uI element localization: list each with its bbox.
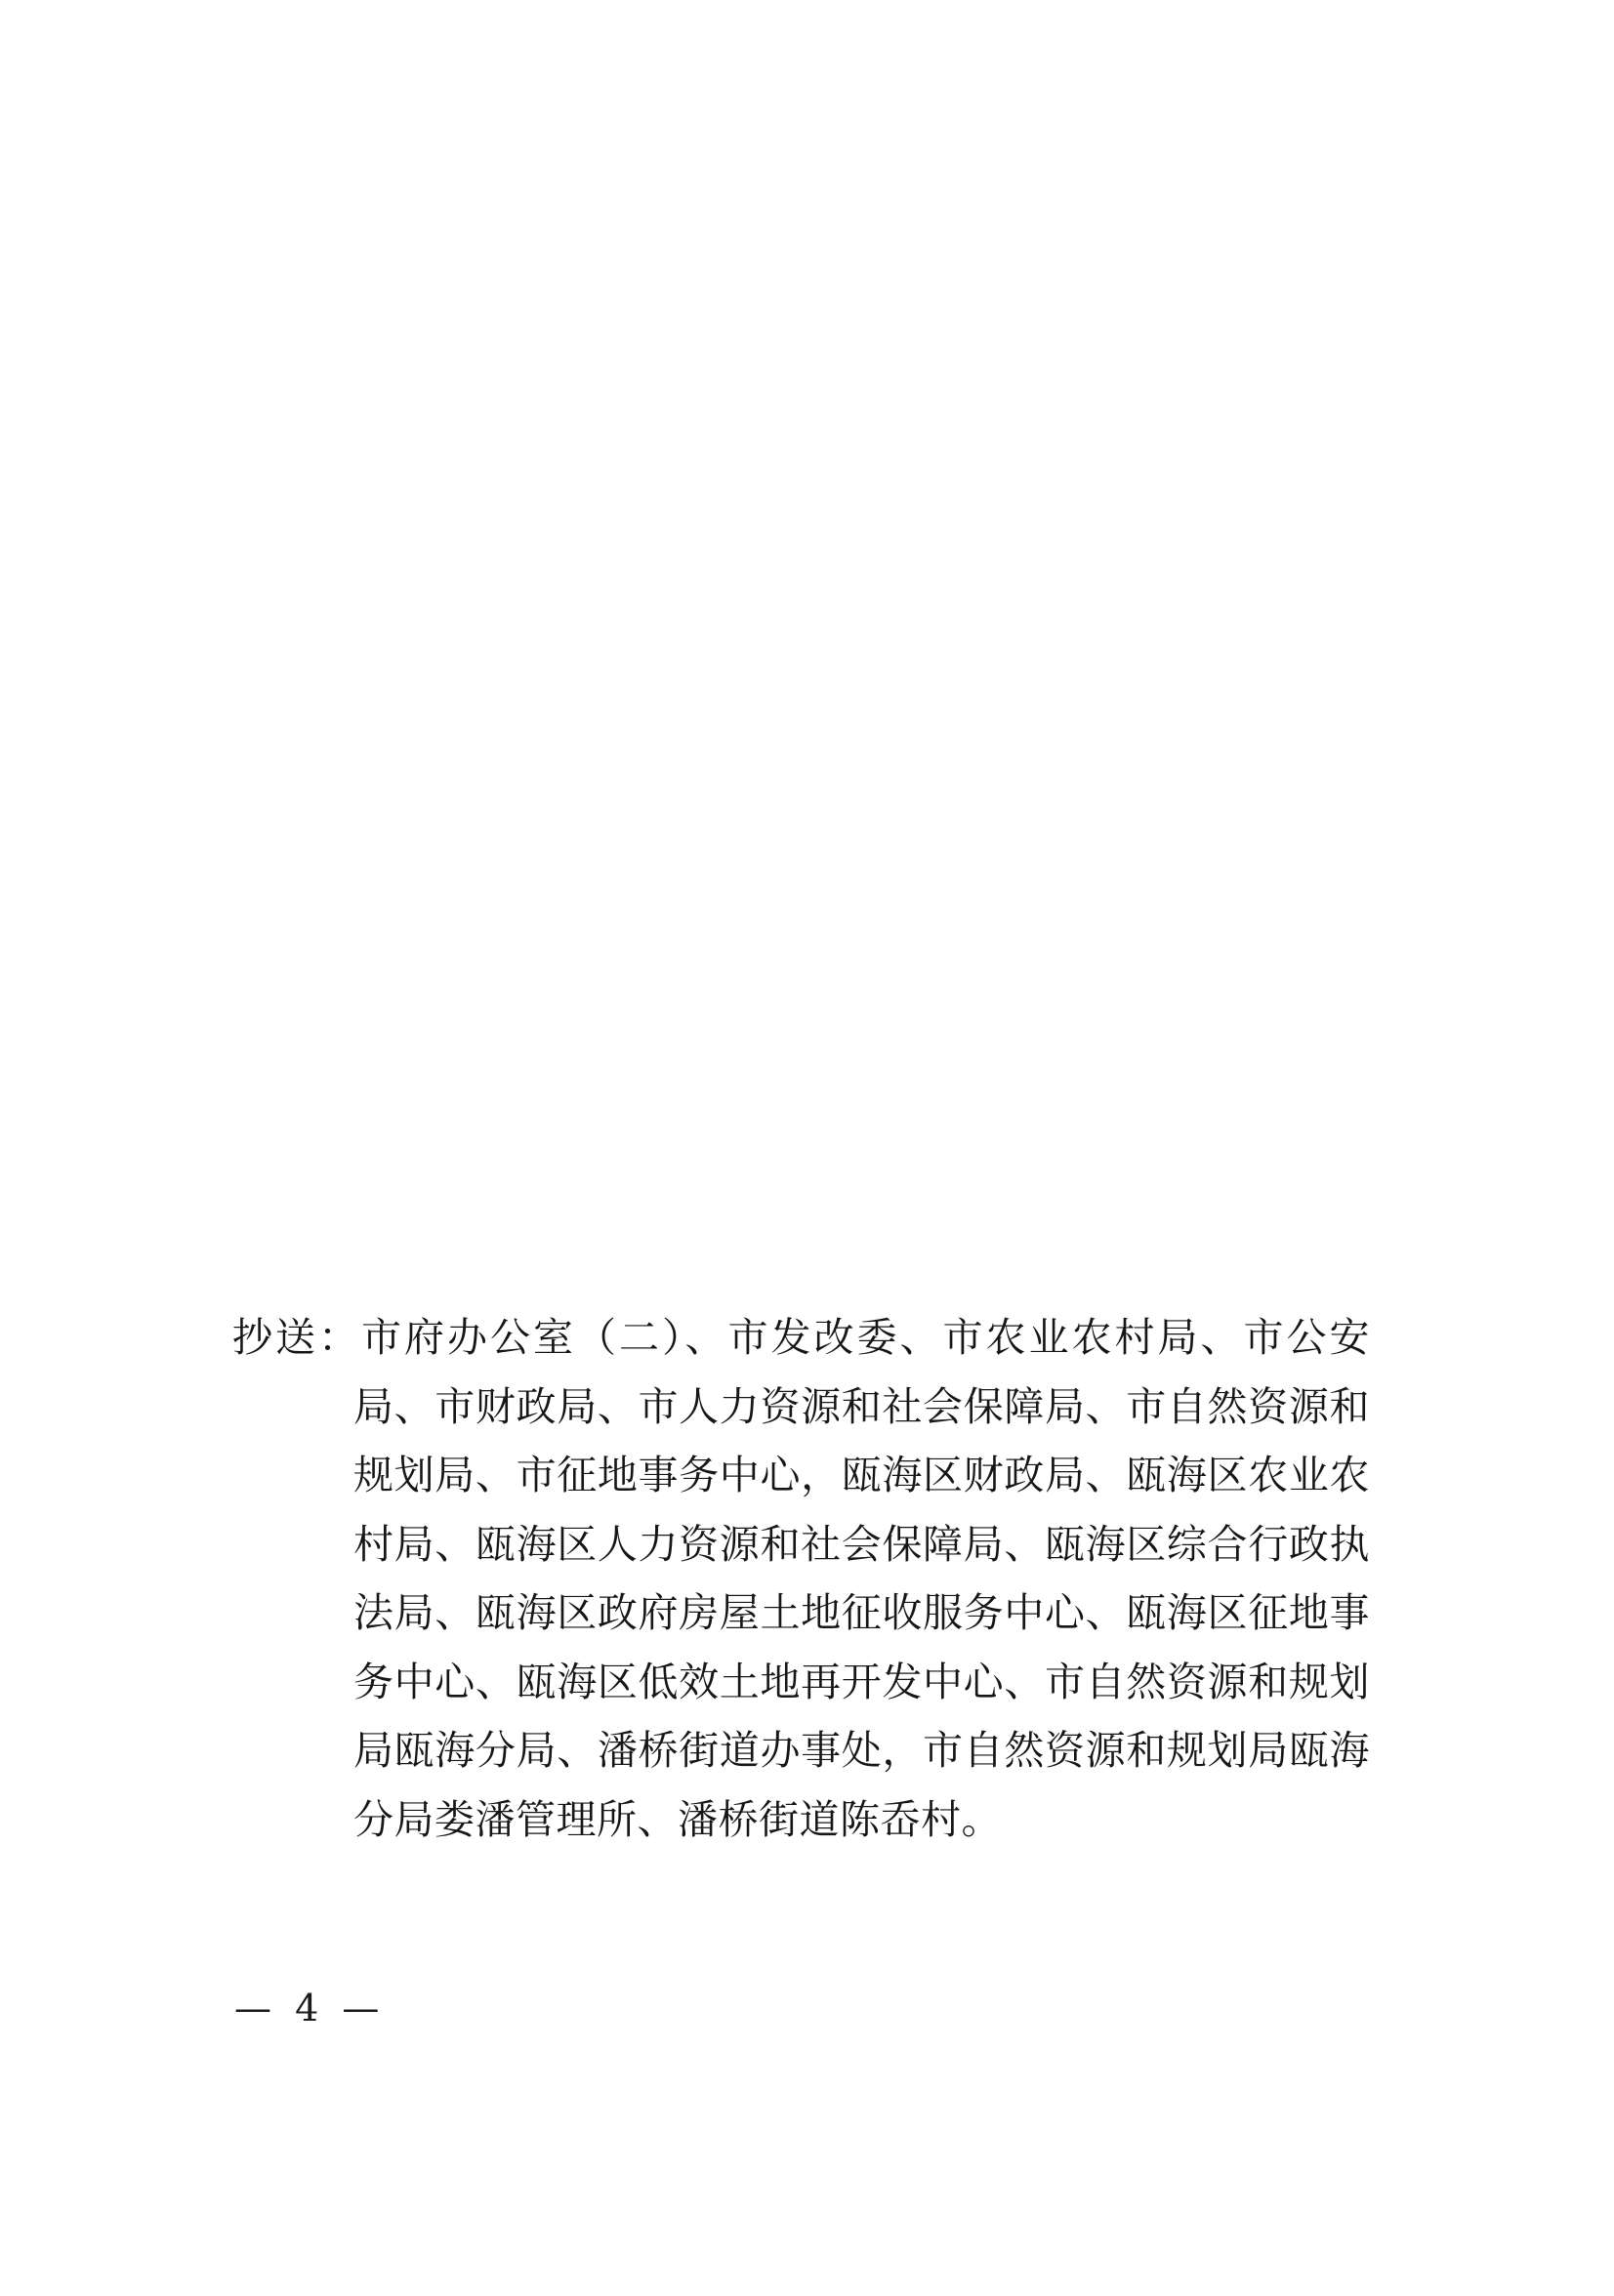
page-footer <box>0 1987 1614 2030</box>
page-number: — 4 — <box>234 1987 386 2030</box>
carbon-copy-text: 抄送：市府办公室（二）、市发改委、市农业农村局、市公安局、市财政局、市人力资源和社会保障局、市自然资源和规划局、市征地事务中心，瓯海区财政局、瓯海区农业农村局、瓯海区人力资源和社会保障局、瓯海区综合行政执法局、瓯海区政府房屋土地征收服务中心、瓯海区征地事务中心、瓯海区低效土地再开发中心、市自然资源和规划局瓯海分局、潘桥街道办事处，市自然资源和规划局瓯海分局娄潘管理所、潘桥街道陈岙村。 <box>232 1314 1370 1843</box>
carbon-copy-block <box>232 1303 1370 1854</box>
carbon-copy-paragraph <box>232 1303 1370 1854</box>
